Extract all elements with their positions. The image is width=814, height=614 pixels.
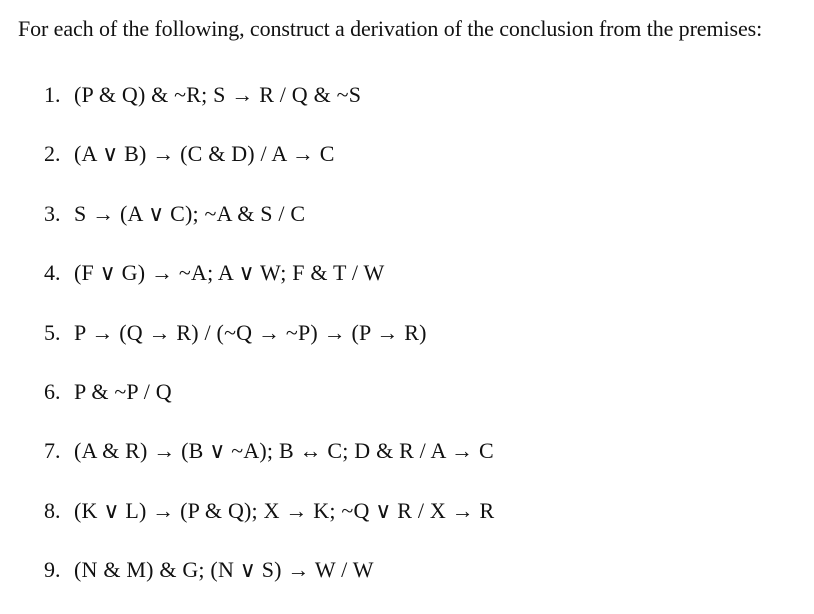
instructions-text: For each of the following, construct a derivation of the conclusion from the premises: bbox=[18, 16, 763, 41]
problem-item bbox=[44, 435, 494, 494]
problem-item bbox=[44, 198, 494, 257]
problem-number: 7. bbox=[44, 438, 61, 464]
problem-formula: (A ∨ B) → (C & D) / A → C bbox=[74, 141, 335, 167]
problem-item bbox=[44, 79, 494, 138]
problem-number: 6. bbox=[44, 378, 61, 404]
problem-list bbox=[44, 79, 494, 614]
problem-item bbox=[44, 495, 494, 554]
problem-formula: (F ∨ G) → ~A; A ∨ W; F & T / W bbox=[74, 260, 385, 286]
problem-formula: (A & R) → (B ∨ ~A); B ↔ C; D & R / A → C bbox=[74, 438, 494, 464]
problem-number: 4. bbox=[44, 260, 61, 286]
problem-item bbox=[44, 138, 494, 197]
problem-number: 5. bbox=[44, 319, 61, 345]
problem-number: 8. bbox=[44, 497, 61, 523]
problem-formula: P & ~P / Q bbox=[74, 378, 172, 404]
problem-number: 3. bbox=[44, 200, 61, 226]
problem-formula: S → (A ∨ C); ~A & S / C bbox=[74, 200, 306, 226]
problem-item bbox=[44, 554, 494, 613]
problem-item bbox=[44, 257, 494, 316]
problem-formula: (P & Q) & ~R; S → R / Q & ~S bbox=[74, 82, 362, 107]
problem-item bbox=[44, 376, 494, 435]
problem-number: 9. bbox=[44, 557, 61, 583]
problem-formula: P → (Q → R) / (~Q → ~P) → (P → R) bbox=[74, 319, 427, 345]
problem-formula: (K ∨ L) → (P & Q); X → K; ~Q ∨ R / X → R bbox=[74, 497, 495, 523]
problem-number: 1. bbox=[44, 82, 61, 107]
problem-formula: (N & M) & G; (N ∨ S) → W / W bbox=[74, 557, 374, 583]
problem-number: 2. bbox=[44, 141, 61, 167]
problem-item bbox=[44, 317, 494, 376]
